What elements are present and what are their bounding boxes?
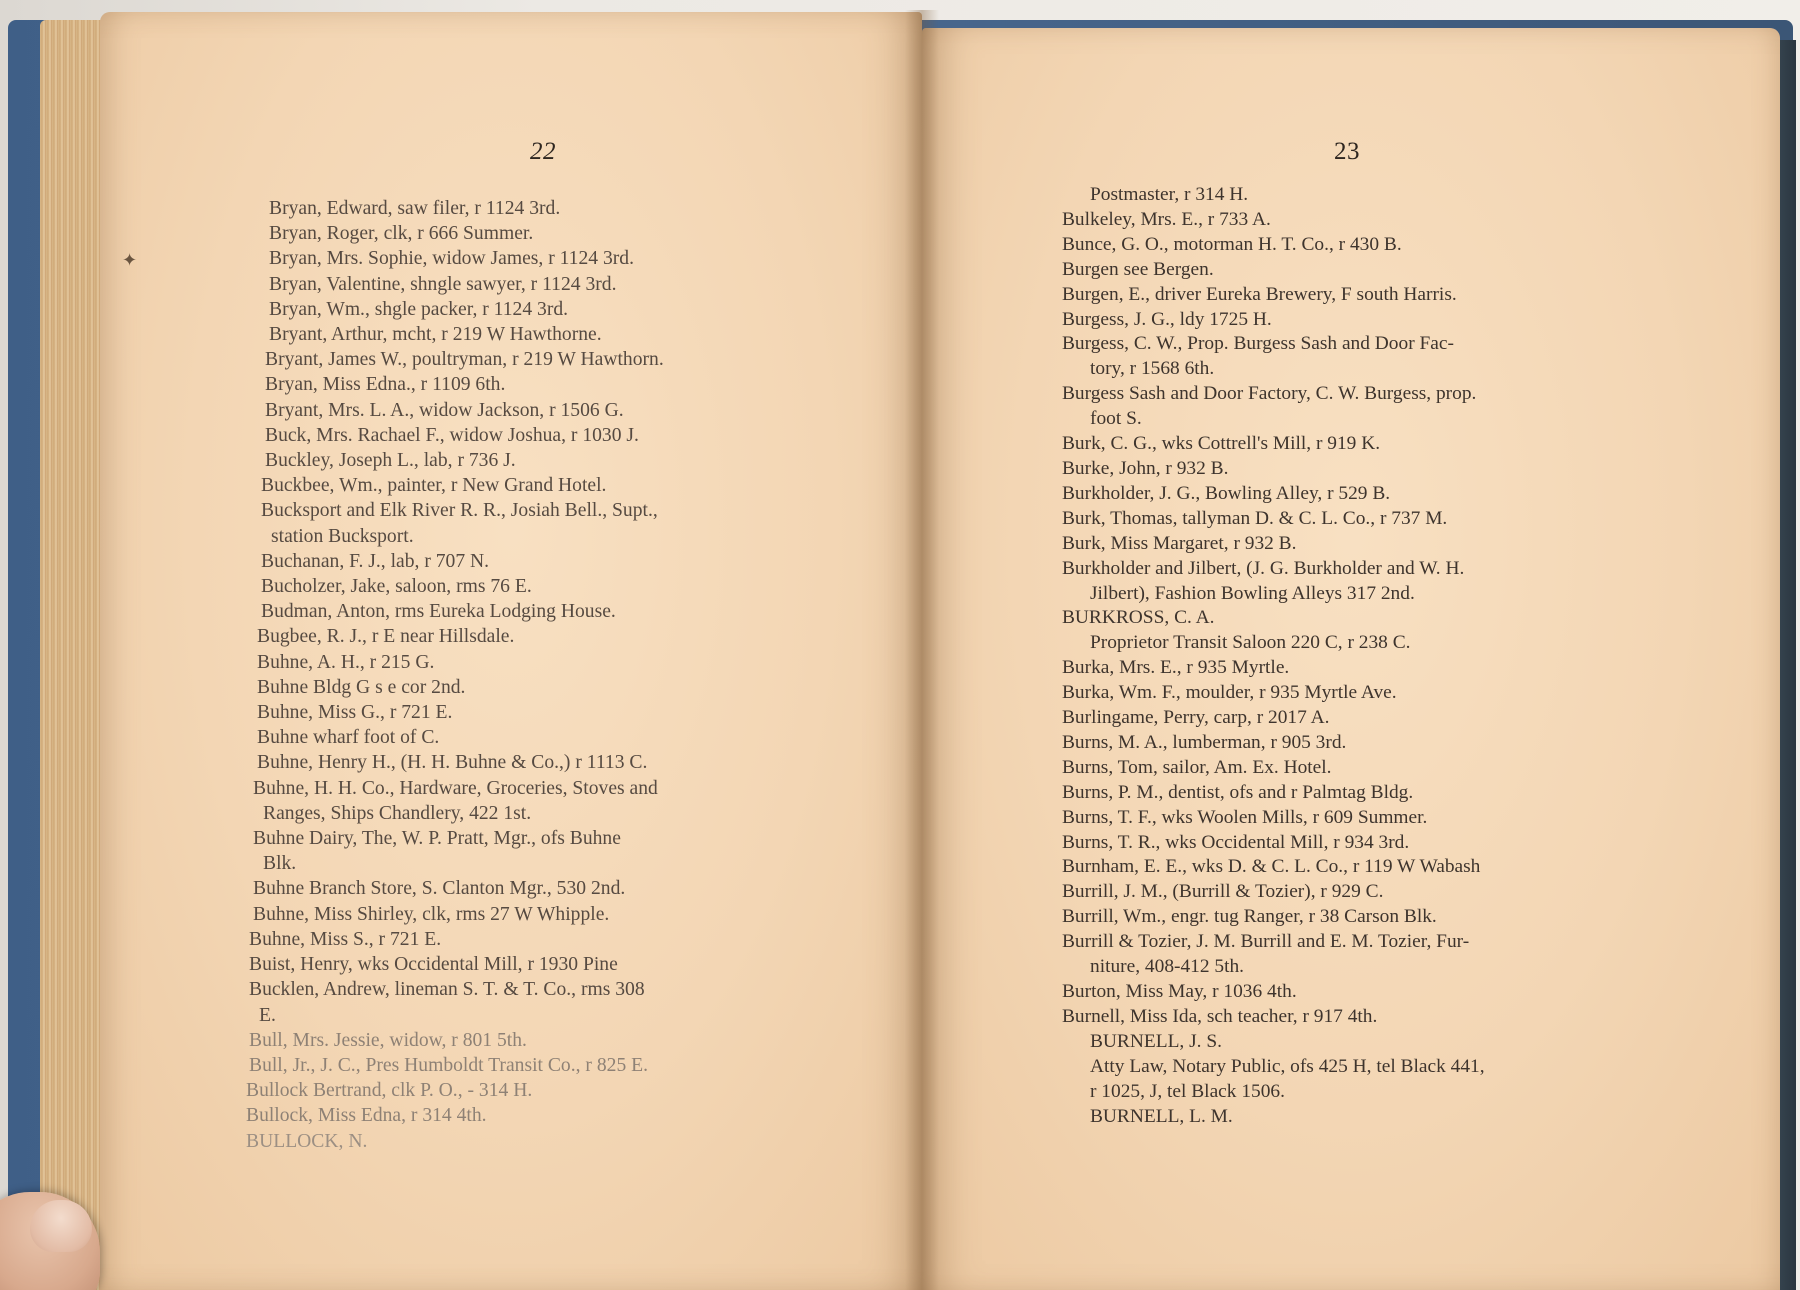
directory-entry: Burns, P. M., dentist, ofs and r Palmtag Bldg. (1062, 781, 1414, 803)
directory-entry: Burka, Mrs. E., r 935 Myrtle. (1062, 657, 1290, 679)
directory-entry: Postmaster, r 314 H. (1090, 184, 1249, 205)
directory-entry: Bullock Bertrand, clk P. O., - 314 H. (246, 1080, 533, 1102)
directory-entry: Buchanan, F. J., lab, r 707 N. (261, 550, 490, 572)
directory-entry: Bryan, Mrs. Sophie, widow James, r 1124 3rd. (269, 248, 634, 270)
directory-entry: Buhne, H. H. Co., Hardware, Groceries, Stoves and (253, 777, 658, 799)
directory-entry: Burk, Thomas, tallyman D. & C. L. Co., r 737 M. (1062, 507, 1448, 529)
directory-entry: Burgen, E., driver Eureka Brewery, F south Harris. (1062, 283, 1457, 305)
book-gutter (905, 10, 939, 1290)
directory-entry: Burnham, E. E., wks D. & C. L. Co., r 119 W Wabash (1062, 856, 1481, 878)
directory-entry: Burke, John, r 932 B. (1062, 457, 1229, 479)
directory-entry: Bryant, Mrs. L. A., widow Jackson, r 1506 G. (265, 399, 624, 421)
directory-entry: Bunce, G. O., motorman H. T. Co., r 430 B. (1062, 233, 1402, 255)
directory-entry: Burton, Miss May, r 1036 4th. (1062, 981, 1297, 1002)
page-number: 22 (530, 138, 556, 165)
directory-entry: Burgen see Bergen. (1062, 258, 1214, 280)
margin-mark-icon: ✦ (122, 250, 138, 270)
directory-entry: Buhne, A. H., r 215 G. (257, 651, 435, 673)
page-number: 23 (1334, 138, 1360, 165)
directory-entry: E. (259, 1004, 276, 1026)
directory-entry: BURKROSS, C. A. (1062, 607, 1215, 629)
directory-entry: Burnell, Miss Ida, sch teacher, r 917 4th. (1062, 1005, 1378, 1027)
directory-entry: Buckley, Joseph L., lab, r 736 J. (265, 450, 516, 472)
directory-entry: Bryan, Valentine, shngle sawyer, r 1124 3rd. (269, 273, 617, 295)
directory-entry: Blk. (263, 853, 297, 875)
directory-entry: Burgess Sash and Door Factory, C. W. Burgess, prop. (1062, 383, 1477, 405)
directory-entry: BURNELL, J. S. (1090, 1030, 1222, 1052)
directory-entry: Bryant, Arthur, mcht, r 219 W Hawthorne. (269, 324, 602, 346)
directory-entry: Bullock, Miss Edna, r 314 4th. (246, 1105, 487, 1127)
directory-entry: Bryan, Miss Edna., r 1109 6th. (265, 374, 506, 396)
directory-entry: BURNELL, L. M. (1090, 1105, 1233, 1127)
directory-entry: Bucksport and Elk River R. R., Josiah Bell., Supt., (261, 500, 658, 522)
directory-entry: Bryan, Wm., shgle packer, r 1124 3rd. (269, 298, 569, 320)
directory-entry: Bryan, Roger, clk, r 666 Summer. (269, 223, 534, 245)
directory-entry: Burk, Miss Margaret, r 932 B. (1062, 532, 1297, 554)
left-page (100, 12, 922, 1290)
directory-entries (246, 196, 915, 1154)
thumbnail-icon (30, 1200, 92, 1252)
directory-entry: Bull, Jr., J. C., Pres Humboldt Transit Co., r 825 E. (249, 1054, 649, 1076)
directory-entry: Burns, M. A., lumberman, r 905 3rd. (1062, 731, 1347, 753)
directory-entry: Buhne, Miss G., r 721 E. (257, 702, 453, 724)
directory-entry: Burgess, C. W., Prop. Burgess Sash and Door Fac- (1062, 333, 1454, 355)
directory-entry: niture, 408-412 5th. (1090, 956, 1245, 978)
directory-entry: Buist, Henry, wks Occidental Mill, r 1930 Pine (249, 954, 618, 976)
directory-entry: Burgess, J. G., ldy 1725 H. (1062, 308, 1272, 330)
directory-entry: Burrill & Tozier, J. M. Burrill and E. M. Tozier, Fur- (1062, 931, 1470, 953)
directory-entry: Burka, Wm. F., moulder, r 935 Myrtle Ave. (1062, 682, 1397, 704)
directory-entry: Budman, Anton, rms Eureka Lodging House. (261, 601, 616, 623)
directory-entry: Bulkeley, Mrs. E., r 733 A. (1062, 208, 1271, 230)
directory-entry: Burkholder, J. G., Bowling Alley, r 529 B. (1062, 482, 1391, 504)
directory-entry: r 1025, J, tel Black 1506. (1090, 1080, 1285, 1102)
directory-entry: Burns, Tom, sailor, Am. Ex. Hotel. (1062, 756, 1332, 778)
directory-entry: Jilbert), Fashion Bowling Alleys 317 2nd. (1090, 582, 1415, 604)
directory-entry: Buhne, Miss S., r 721 E. (249, 928, 442, 950)
directory-entry: Burrill, J. M., (Burrill & Tozier), r 929 C. (1062, 881, 1384, 903)
directory-entry: Atty Law, Notary Public, ofs 425 H, tel Black 441, (1090, 1055, 1485, 1077)
directory-entry: Burlingame, Perry, carp, r 2017 A. (1062, 707, 1330, 729)
directory-entry: Buhne, Henry H., (H. H. Buhne & Co.,) r 1113 C. (257, 752, 648, 774)
directory-entry: foot S. (1090, 408, 1142, 430)
directory-entry: Bucklen, Andrew, lineman S. T. & T. Co., rms 308 (249, 979, 645, 1001)
directory-entry: station Bucksport. (271, 525, 414, 547)
directory-entry: Ranges, Ships Chandlery, 422 1st. (263, 802, 532, 824)
directory-entry: Burns, T. F., wks Woolen Mills, r 609 Summer. (1062, 806, 1428, 828)
directory-entry: Buhne wharf foot of C. (257, 727, 440, 749)
directory-entry: Proprietor Transit Saloon 220 C, r 238 C. (1090, 632, 1411, 654)
directory-entry: Burrill, Wm., engr. tug Ranger, r 38 Carson Blk. (1062, 906, 1437, 928)
right-page (922, 28, 1780, 1290)
directory-entry: Bugbee, R. J., r E near Hillsdale. (257, 626, 515, 648)
directory-entry: Burns, T. R., wks Occidental Mill, r 934 3rd. (1062, 831, 1410, 853)
directory-entry: Bull, Mrs. Jessie, widow, r 801 5th. (249, 1029, 527, 1051)
directory-entry: Buhne, Miss Shirley, clk, rms 27 W Whipple. (253, 903, 610, 925)
directory-entry: Buckbee, Wm., painter, r New Grand Hotel. (261, 475, 607, 497)
directory-entry: Bucholzer, Jake, saloon, rms 76 E. (261, 576, 532, 598)
directory-entry: BULLOCK, N. (246, 1130, 368, 1152)
directory-entries (1062, 183, 1752, 1129)
directory-entry: Bryan, Edward, saw filer, r 1124 3rd. (269, 198, 561, 219)
directory-entry: Burkholder and Jilbert, (J. G. Burkholder and W. H. (1062, 557, 1465, 579)
directory-entry: Buhne Dairy, The, W. P. Pratt, Mgr., ofs Buhne (253, 828, 621, 850)
directory-entry: Buck, Mrs. Rachael F., widow Joshua, r 1030 J. (265, 424, 639, 446)
directory-entry: Buhne Branch Store, S. Clanton Mgr., 530 2nd. (253, 878, 626, 900)
directory-entry: Burk, C. G., wks Cottrell's Mill, r 919 K. (1062, 433, 1381, 455)
directory-entry: Buhne Bldg G s e cor 2nd. (257, 676, 466, 698)
directory-entry: Bryant, James W., poultryman, r 219 W Hawthorn. (265, 349, 664, 371)
directory-entry: tory, r 1568 6th. (1090, 358, 1215, 380)
